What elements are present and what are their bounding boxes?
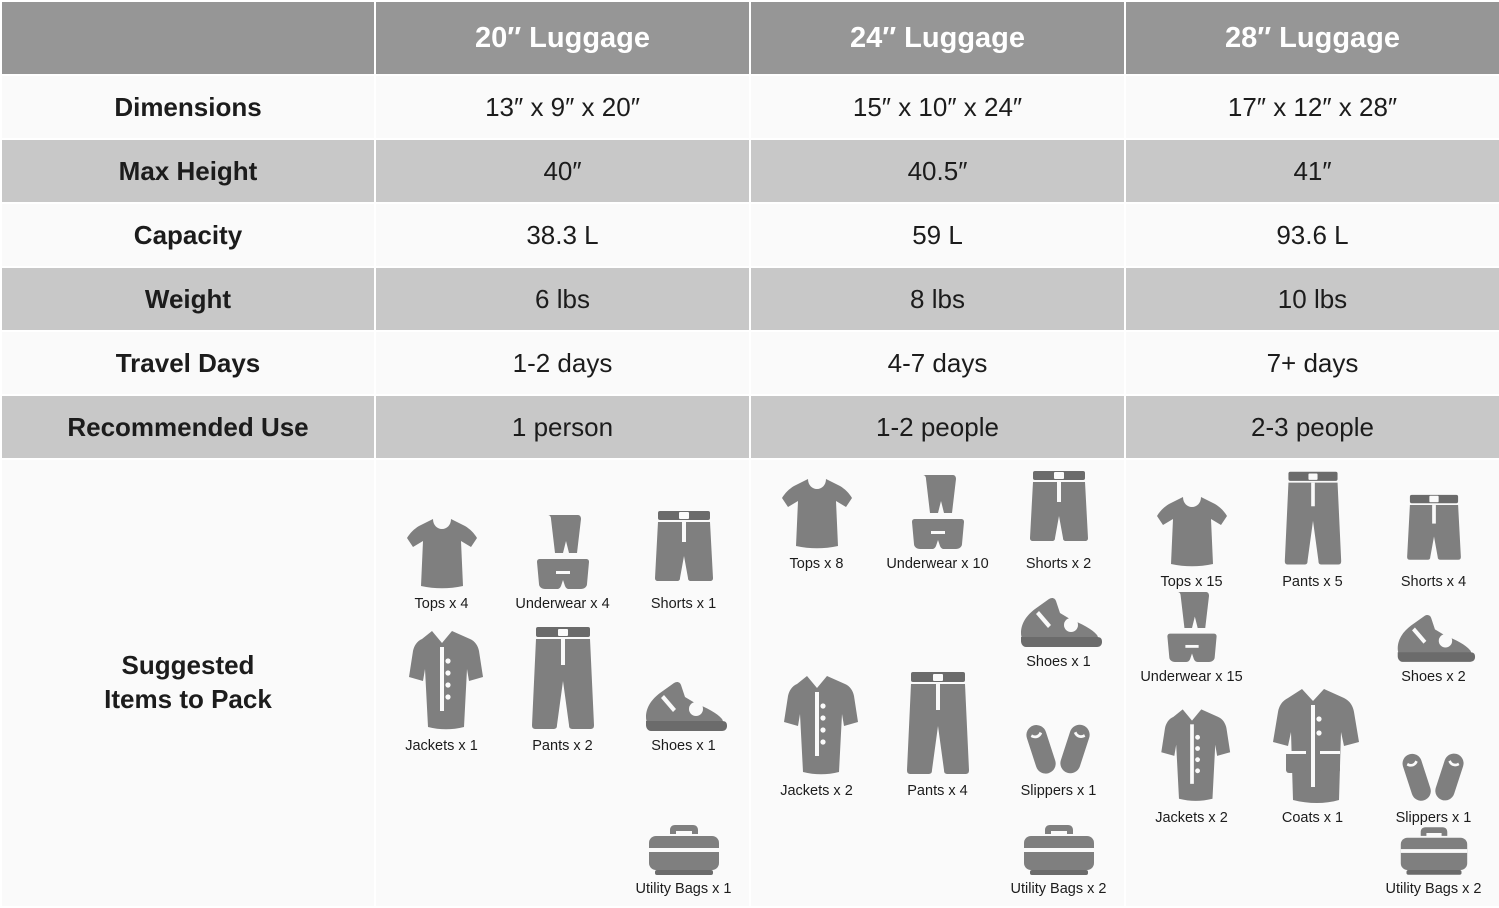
- cell-recommended-use-28: 2-3 people: [1125, 395, 1499, 459]
- pants-icon: [530, 625, 596, 733]
- row-label-dimensions: Dimensions: [1, 75, 375, 139]
- packing-grid-row: [1131, 590, 1494, 685]
- jacket-icon: [399, 627, 485, 733]
- pants-icon: [905, 670, 971, 778]
- cell-capacity-28: 93.6 L: [1125, 203, 1499, 267]
- cell-max-height-20: 40″: [375, 139, 750, 203]
- packing-item-label: Tops x 15: [1160, 574, 1223, 590]
- packing-cell-20: [375, 459, 750, 907]
- packing-item-label: Shoes x 1: [1026, 654, 1091, 670]
- packing-cell-28: [1125, 459, 1499, 907]
- shorts-icon: [1405, 493, 1463, 569]
- packing-item: [880, 473, 996, 572]
- shoes-icon: [1392, 610, 1476, 664]
- packing-item-label: Shorts x 4: [1400, 574, 1467, 590]
- packing-grid-28: [1127, 461, 1498, 905]
- utility-bag-icon: [1020, 824, 1098, 876]
- underwear-icon: [526, 513, 600, 591]
- packing-item: [759, 475, 875, 572]
- shorts-icon: [1028, 469, 1090, 551]
- shoes-icon: [1015, 593, 1103, 649]
- header-col-28: 28″ Luggage: [1125, 1, 1499, 75]
- packing-item-label: Shorts x 1: [650, 595, 717, 612]
- cell-dimensions-28: 17″ x 12″ x 28″: [1125, 75, 1499, 139]
- packing-item: [1134, 493, 1250, 590]
- packing-grid-row: [756, 469, 1119, 572]
- header-col-24: 24″ Luggage: [750, 1, 1125, 75]
- coat-icon: [1266, 685, 1360, 805]
- cell-dimensions-20: 13″ x 9″ x 20″: [375, 75, 750, 139]
- packing-item: [1001, 720, 1117, 799]
- packing-grid-row: [1131, 826, 1494, 897]
- tshirt-icon: [780, 475, 854, 551]
- row-label-max-height: Max Height: [1, 139, 375, 203]
- packing-item: [1255, 685, 1371, 826]
- underwear-icon: [1157, 590, 1227, 664]
- cell-travel-days-28: 7+ days: [1125, 331, 1499, 395]
- packing-item: [384, 515, 500, 612]
- packing-item-label: Underwear x 15: [1140, 669, 1243, 685]
- underwear-icon: [901, 473, 975, 551]
- row-label-recommended-use: Recommended Use: [1, 395, 375, 459]
- packing-item: [626, 677, 742, 754]
- packing-item-label: Tops x 4: [414, 595, 469, 612]
- packing-item-label: Utility Bags x 2: [1010, 881, 1107, 897]
- packing-grid-row: [381, 612, 744, 755]
- packing-item: [1376, 749, 1492, 826]
- packing-item: [1376, 493, 1492, 590]
- row-label-weight: Weight: [1, 267, 375, 331]
- packing-item: [1001, 824, 1117, 897]
- packing-item: [505, 513, 621, 612]
- cell-capacity-20: 38.3 L: [375, 203, 750, 267]
- table-row: [1, 203, 1499, 267]
- table-row: [1, 139, 1499, 203]
- cell-weight-20: 6 lbs: [375, 267, 750, 331]
- cell-recommended-use-20: 1 person: [375, 395, 750, 459]
- packing-item-label: Utility Bags x 2: [1385, 881, 1482, 897]
- packing-grid-row: [381, 469, 744, 612]
- packing-item-label: Slippers x 1: [1020, 783, 1097, 799]
- packing-item: [1255, 469, 1371, 590]
- packing-item-label: Slippers x 1: [1395, 810, 1472, 826]
- table-row: [1, 267, 1499, 331]
- packing-grid-24: [752, 461, 1123, 905]
- packing-item: [626, 824, 742, 897]
- row-label-suggested-items: [1, 459, 375, 907]
- cell-weight-24: 8 lbs: [750, 267, 1125, 331]
- packing-item-label: Underwear x 4: [515, 595, 610, 612]
- table-row: [1, 331, 1499, 395]
- packing-grid-row: [756, 670, 1119, 799]
- utility-bag-icon: [1397, 826, 1471, 876]
- jacket-icon: [1152, 705, 1232, 805]
- slippers-icon: [1401, 749, 1467, 805]
- row-label-suggested-items-text: Suggested Items to Pack: [104, 650, 272, 714]
- cell-travel-days-24: 4-7 days: [750, 331, 1125, 395]
- packing-grid-row: [1131, 469, 1494, 590]
- table-row: [1, 395, 1499, 459]
- packing-item-label: Shoes x 1: [651, 738, 716, 755]
- packing-item-label: Jackets x 2: [780, 783, 853, 799]
- packing-item-label: Shorts x 2: [1025, 556, 1092, 572]
- packing-item: [1134, 705, 1250, 826]
- packing-item: [1376, 826, 1492, 897]
- packing-item: [880, 670, 996, 799]
- packing-item-label: Jackets x 1: [405, 738, 478, 755]
- tshirt-icon: [1155, 493, 1229, 569]
- packing-item: [384, 627, 500, 754]
- packing-item: [1376, 610, 1492, 685]
- packing-grid-20: [377, 461, 748, 905]
- cell-capacity-24: 59 L: [750, 203, 1125, 267]
- packing-item-label: Coats x 1: [1281, 810, 1344, 826]
- table-row-packing: [1, 459, 1499, 907]
- packing-item-label: Tops x 8: [789, 556, 844, 572]
- packing-item-label: Underwear x 10: [886, 556, 989, 572]
- packing-grid-row: [756, 572, 1119, 670]
- row-label-travel-days: Travel Days: [1, 331, 375, 395]
- packing-item: [1001, 469, 1117, 572]
- cell-travel-days-20: 1-2 days: [375, 331, 750, 395]
- packing-item-label: Utility Bags x 1: [635, 881, 732, 898]
- packing-item: [626, 509, 742, 612]
- jacket-icon: [774, 672, 860, 778]
- table-header-row: [1, 1, 1499, 75]
- packing-item: [1001, 593, 1117, 670]
- packing-item: [1134, 590, 1250, 685]
- packing-grid-row: [1131, 685, 1494, 826]
- header-col-20: 20″ Luggage: [375, 1, 750, 75]
- packing-item: [505, 625, 621, 754]
- row-label-capacity: Capacity: [1, 203, 375, 267]
- packing-item-label: Pants x 4: [907, 783, 968, 799]
- cell-weight-28: 10 lbs: [1125, 267, 1499, 331]
- packing-item-label: Pants x 2: [532, 738, 593, 755]
- cell-recommended-use-24: 1-2 people: [750, 395, 1125, 459]
- cell-max-height-28: 41″: [1125, 139, 1499, 203]
- packing-item: [759, 672, 875, 799]
- table-row: [1, 75, 1499, 139]
- slippers-icon: [1025, 720, 1093, 778]
- cell-dimensions-24: 15″ x 10″ x 24″: [750, 75, 1125, 139]
- pants-icon: [1283, 469, 1343, 569]
- packing-grid-row: [756, 799, 1119, 897]
- packing-item-label: Pants x 5: [1282, 574, 1343, 590]
- cell-max-height-24: 40.5″: [750, 139, 1125, 203]
- shorts-icon: [653, 509, 715, 591]
- shoes-icon: [640, 677, 728, 733]
- packing-cell-24: [750, 459, 1125, 907]
- header-corner-cell: [1, 1, 375, 75]
- packing-grid-row: [381, 754, 744, 897]
- utility-bag-icon: [645, 824, 723, 876]
- packing-item-label: Jackets x 2: [1155, 810, 1228, 826]
- packing-item-label: Shoes x 2: [1401, 669, 1466, 685]
- tshirt-icon: [405, 515, 479, 591]
